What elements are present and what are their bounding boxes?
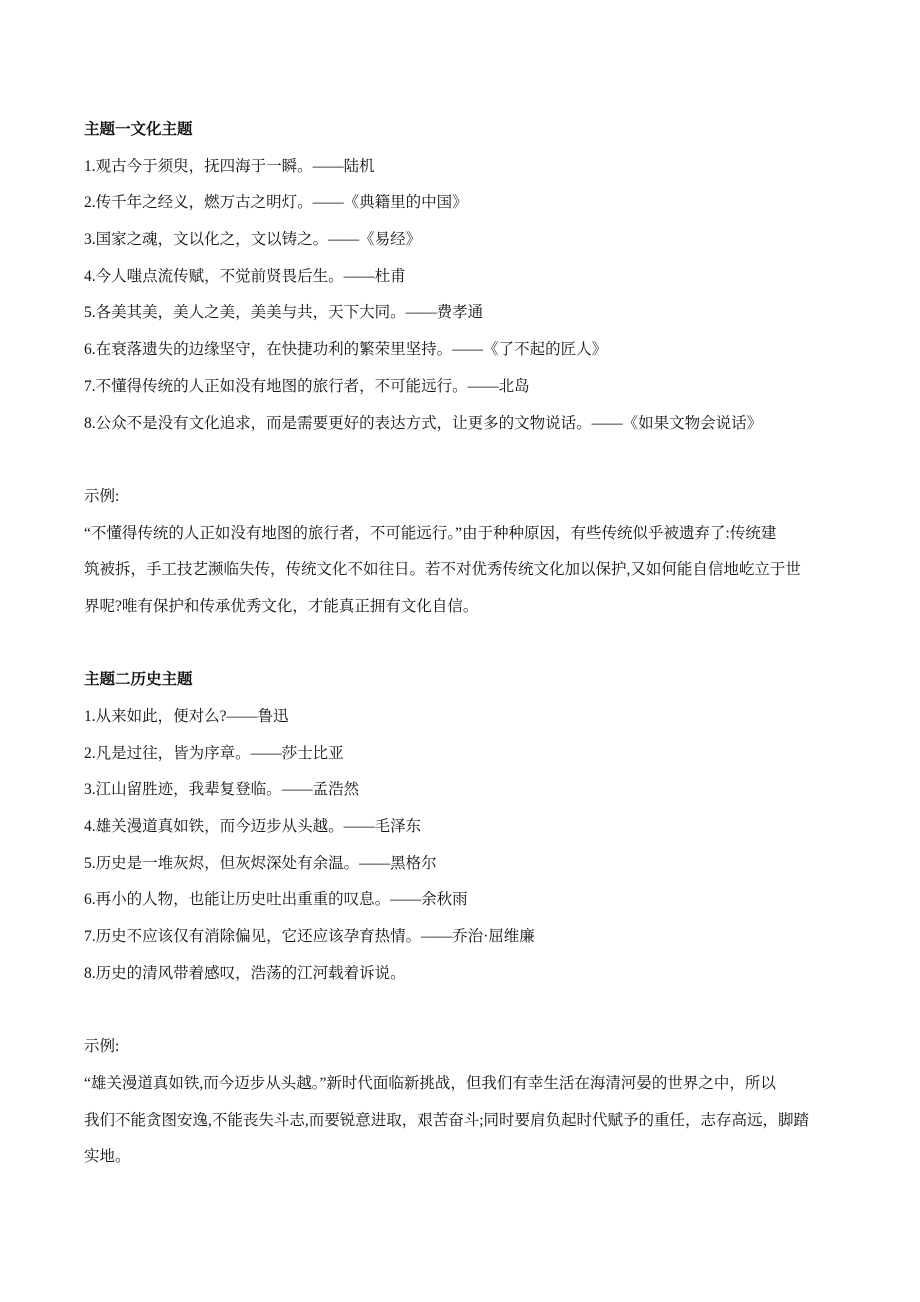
quote-item: 7.历史不应该仅有消除偏见，它还应该孕育热情。——乔治·屈维廉 [84,928,535,946]
example-line: 实地。 [84,1148,131,1166]
quote-item: 3.江山留胜迹，我辈复登临。——孟浩然 [84,781,360,799]
quote-item: 8.历史的清风带着感叹，浩荡的江河载着诉说。 [84,964,406,982]
example-line: 筑被拆，手工技艺濒临失传，传统文化不如往日。若不对优秀传统文化加以保护,又如何能自信地屹立于世 [84,561,801,579]
section-heading-culture: 主题一文化主题 [84,121,193,138]
example-paragraph-history [84,1072,844,1182]
quote-item: 2.凡是过往，皆为序章。——莎士比亚 [84,744,344,762]
example-line: “雄关漫道真如铁,而今迈步从头越。”新时代面临新挑战，但我们有幸生活在海清河晏的世界之中，所以 [84,1074,776,1092]
quote-item: 7.不懂得传统的人正如没有地图的旅行者，不可能远行。——北岛 [84,377,530,395]
section-heading-history: 主题二历史主题 [84,671,193,689]
example-line: “不懂得传统的人正如没有地图的旅行者，不可能远行。”由于种种原因，有些传统似乎被遗弃了:传统建 [84,524,777,542]
quote-item: 1.从来如此，便对么?——鲁迅 [84,708,289,725]
quote-item: 2.传千年之经义，燃万古之明灯。——《典籍里的中国》 [84,194,468,212]
quote-item: 3.国家之魂，文以化之，文以铸之。——《易经》 [84,231,422,249]
quote-item: 6.在衰落遗失的边缘坚守，在快捷功利的繁荣里坚持。——《了不起的匠人》 [84,341,608,359]
quote-item: 4.今人嗤点流传赋，不觉前贤畏后生。——杜甫 [84,267,406,285]
example-line: 界呢?唯有保护和传承优秀文化，才能真正拥有文化自信。 [84,597,479,615]
quote-item: 1.观古今于须臾，抚四海于一瞬。——陆机 [84,157,375,175]
example-label: 示例: [84,1038,120,1056]
quote-list-history [84,705,844,999]
quote-item: 5.各美其美，美人之美，美美与共，天下大同。——费孝通 [84,304,484,322]
quote-item: 4.雄关漫道真如铁，而今迈步从头越。——毛泽东 [84,818,422,836]
quote-item: 8.公众不是没有文化追求，而是需要更好的表达方式，让更多的文物说话。——《如果文物会说话》 [84,414,763,432]
quote-item: 5.历史是一堆灰烬，但灰烬深处有余温。——黑格尔 [84,854,437,872]
example-paragraph-culture [84,522,844,632]
example-line: 我们不能贪图安逸,不能丧失斗志,而要锐意进取，艰苦奋斗;同时要肩负起时代赋予的重任，志存高远，脚踏 [84,1111,810,1129]
example-label: 示例: [84,487,120,505]
quote-item: 6.再小的人物，也能让历史吐出重重的叹息。——余秋雨 [84,891,468,909]
quote-list-culture [84,155,844,449]
document-page [84,118,844,1182]
